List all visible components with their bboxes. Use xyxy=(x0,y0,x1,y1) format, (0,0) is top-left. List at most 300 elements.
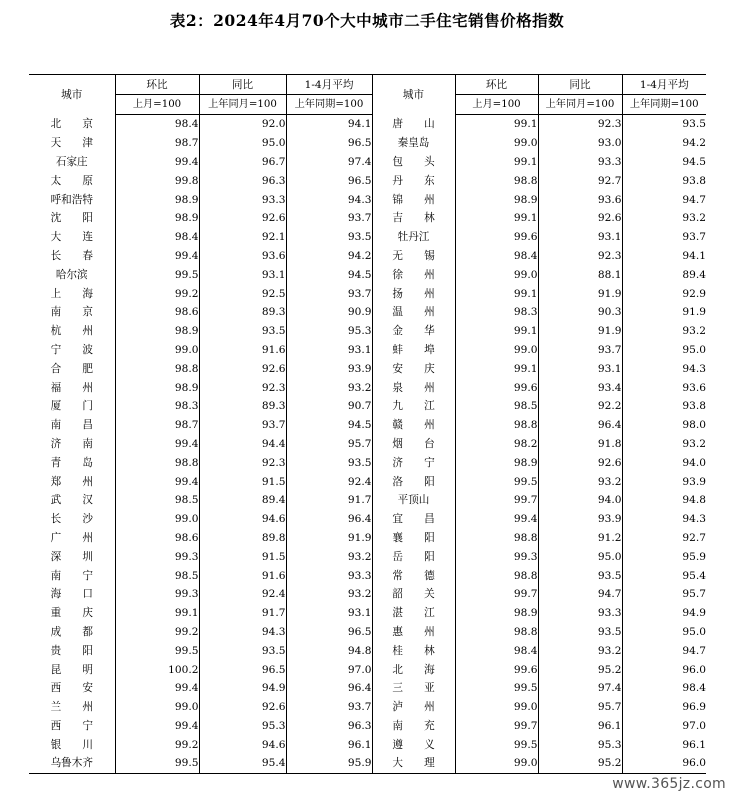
avg-value-left: 93.2 xyxy=(286,378,372,397)
city-name-right: 蚌 埠 xyxy=(372,341,455,360)
avg-value-left: 96.4 xyxy=(286,679,372,698)
city-name-right: 安 庆 xyxy=(372,359,455,378)
avg-value-right: 93.7 xyxy=(622,228,706,247)
mom-value-left: 99.4 xyxy=(115,679,199,698)
yoy-value-left: 95.3 xyxy=(199,717,286,736)
city-name-right: 平顶山 xyxy=(372,491,455,510)
table-row xyxy=(29,529,706,548)
avg-value-right: 94.9 xyxy=(622,604,706,623)
city-name-left: 南 京 xyxy=(50,306,93,319)
yoy-value-right: 96.4 xyxy=(538,416,622,435)
yoy-value-left: 92.3 xyxy=(199,378,286,397)
city-name-left: 西 宁 xyxy=(50,719,93,732)
city-name-right: 桂 林 xyxy=(372,641,455,660)
avg-value-right: 98.4 xyxy=(622,679,706,698)
city-name-left: 长 沙 xyxy=(50,513,93,526)
mom-value-right: 98.8 xyxy=(455,529,538,548)
yoy-value-left: 94.6 xyxy=(199,510,286,529)
avg-value-right: 92.7 xyxy=(622,529,706,548)
table-row xyxy=(29,303,706,322)
avg-value-left: 95.7 xyxy=(286,435,372,454)
avg-value-right: 93.9 xyxy=(622,472,706,491)
mom-value-right: 99.7 xyxy=(455,717,538,736)
yoy-value-right: 96.1 xyxy=(538,717,622,736)
table-row xyxy=(29,717,706,736)
avg-value-right: 93.2 xyxy=(622,322,706,341)
avg-value-left: 97.4 xyxy=(286,153,372,172)
table-row xyxy=(29,190,706,209)
city-name-left: 宁 波 xyxy=(50,343,93,356)
mom-value-left: 99.5 xyxy=(115,754,199,773)
yoy-value-left: 94.6 xyxy=(199,735,286,754)
avg-value-left: 93.1 xyxy=(286,341,372,360)
mom-value-right: 99.6 xyxy=(455,228,538,247)
yoy-value-right: 92.6 xyxy=(538,209,622,228)
avg-value-right: 95.9 xyxy=(622,547,706,566)
mom-value-left: 98.5 xyxy=(115,491,199,510)
mom-value-left: 99.4 xyxy=(115,435,199,454)
city-name-right: 无 锡 xyxy=(372,247,455,266)
city-name-right: 遵 义 xyxy=(372,735,455,754)
mom-value-right: 99.3 xyxy=(455,547,538,566)
city-name-right: 吉 林 xyxy=(372,209,455,228)
city-name-left: 上 海 xyxy=(50,287,93,300)
yoy-value-right: 93.3 xyxy=(538,153,622,172)
table-row xyxy=(29,284,706,303)
avg-value-left: 90.7 xyxy=(286,397,372,416)
city-name-right: 北 海 xyxy=(372,660,455,679)
mom-value-left: 99.5 xyxy=(115,641,199,660)
avg-value-right: 96.9 xyxy=(622,698,706,717)
yoy-value-left: 89.3 xyxy=(199,397,286,416)
yoy-value-left: 91.6 xyxy=(199,341,286,360)
mom-value-right: 98.5 xyxy=(455,397,538,416)
mom-value-left: 99.3 xyxy=(115,585,199,604)
mom-value-left: 99.4 xyxy=(115,472,199,491)
mom-value-left: 99.3 xyxy=(115,547,199,566)
yoy-value-right: 90.3 xyxy=(538,303,622,322)
yoy-value-right: 94.7 xyxy=(538,585,622,604)
yoy-value-left: 92.6 xyxy=(199,359,286,378)
yoy-value-left: 94.9 xyxy=(199,679,286,698)
city-name-left: 厦 门 xyxy=(50,400,93,413)
mom-value-right: 98.3 xyxy=(455,303,538,322)
yoy-value-right: 93.2 xyxy=(538,641,622,660)
table-row xyxy=(29,322,706,341)
mom-value-left: 99.2 xyxy=(115,284,199,303)
avg-value-left: 96.5 xyxy=(286,134,372,153)
yoy-value-left: 92.5 xyxy=(199,284,286,303)
table-row xyxy=(29,754,706,773)
mom-value-right: 99.0 xyxy=(455,754,538,773)
city-name-left: 成 都 xyxy=(50,625,93,638)
avg-value-right: 94.0 xyxy=(622,453,706,472)
avg-base-right: 上年同期=100 xyxy=(622,95,706,115)
mom-value-left: 98.7 xyxy=(115,416,199,435)
mom-value-left: 98.9 xyxy=(115,190,199,209)
yoy-base-right: 上年同月=100 xyxy=(538,95,622,115)
mom-value-left: 98.4 xyxy=(115,115,199,134)
city-name-left: 重 庆 xyxy=(50,607,93,620)
watermark: www.365jz.com xyxy=(612,776,726,792)
avg-value-left: 93.7 xyxy=(286,698,372,717)
avg-value-right: 93.8 xyxy=(622,171,706,190)
mom-value-left: 99.8 xyxy=(115,171,199,190)
city-name-right: 宜 昌 xyxy=(372,510,455,529)
avg-value-right: 94.3 xyxy=(622,510,706,529)
yoy-value-right: 95.2 xyxy=(538,660,622,679)
table-row xyxy=(29,453,706,472)
mom-value-right: 99.0 xyxy=(455,341,538,360)
yoy-value-right: 92.2 xyxy=(538,397,622,416)
yoy-base-left: 上年同月=100 xyxy=(199,95,286,115)
mom-value-left: 98.3 xyxy=(115,397,199,416)
yoy-value-left: 93.5 xyxy=(199,322,286,341)
city-name-right: 牡丹江 xyxy=(372,228,455,247)
city-name-left: 南 宁 xyxy=(50,569,93,582)
yoy-header-right: 同比 xyxy=(538,75,622,95)
yoy-value-left: 92.4 xyxy=(199,585,286,604)
table-row xyxy=(29,585,706,604)
city-name-right: 岳 阳 xyxy=(372,547,455,566)
yoy-value-left: 96.3 xyxy=(199,171,286,190)
avg-value-right: 97.0 xyxy=(622,717,706,736)
yoy-value-right: 93.7 xyxy=(538,341,622,360)
mom-base-right: 上月=100 xyxy=(455,95,538,115)
city-name-left: 兰 州 xyxy=(50,701,93,714)
yoy-value-right: 95.3 xyxy=(538,735,622,754)
table-title: 表2：2024年4月70个大中城市二手住宅销售价格指数 xyxy=(169,11,565,30)
yoy-value-right: 91.8 xyxy=(538,435,622,454)
avg-value-left: 94.5 xyxy=(286,416,372,435)
avg-value-left: 94.1 xyxy=(286,115,372,134)
yoy-value-left: 89.8 xyxy=(199,529,286,548)
mom-value-left: 99.0 xyxy=(115,510,199,529)
table-row xyxy=(29,735,706,754)
avg-value-left: 94.8 xyxy=(286,641,372,660)
city-name-left: 郑 州 xyxy=(50,475,93,488)
table-row xyxy=(29,623,706,642)
avg-base-left: 上年同期=100 xyxy=(286,95,372,115)
table-body xyxy=(29,115,706,774)
yoy-value-left: 92.0 xyxy=(199,115,286,134)
yoy-value-right: 92.3 xyxy=(538,247,622,266)
avg-value-right: 94.8 xyxy=(622,491,706,510)
yoy-value-right: 88.1 xyxy=(538,265,622,284)
table-row xyxy=(29,679,706,698)
avg-value-left: 94.5 xyxy=(286,265,372,284)
mom-value-left: 99.4 xyxy=(115,153,199,172)
city-name-left: 沈 阳 xyxy=(50,212,93,225)
mom-value-right: 99.4 xyxy=(455,510,538,529)
yoy-value-right: 95.0 xyxy=(538,547,622,566)
avg-value-left: 96.1 xyxy=(286,735,372,754)
yoy-value-left: 89.4 xyxy=(199,491,286,510)
city-name-right: 惠 州 xyxy=(372,623,455,642)
table-row xyxy=(29,134,706,153)
mom-value-left: 98.6 xyxy=(115,303,199,322)
mom-value-left: 99.0 xyxy=(115,698,199,717)
avg-value-right: 92.9 xyxy=(622,284,706,303)
yoy-value-right: 92.7 xyxy=(538,171,622,190)
city-name-left: 武 汉 xyxy=(50,494,93,507)
avg-value-left: 92.4 xyxy=(286,472,372,491)
city-header-right: 城市 xyxy=(372,75,455,115)
avg-value-left: 96.4 xyxy=(286,510,372,529)
avg-value-right: 96.1 xyxy=(622,735,706,754)
avg-value-right: 93.8 xyxy=(622,397,706,416)
mom-value-right: 98.9 xyxy=(455,453,538,472)
city-name-left: 西 安 xyxy=(50,682,93,695)
avg-value-left: 97.0 xyxy=(286,660,372,679)
mom-value-right: 99.6 xyxy=(455,660,538,679)
yoy-value-left: 93.3 xyxy=(199,190,286,209)
mom-value-right: 99.5 xyxy=(455,679,538,698)
mom-value-left: 99.4 xyxy=(115,717,199,736)
yoy-value-left: 94.4 xyxy=(199,435,286,454)
yoy-value-left: 89.3 xyxy=(199,303,286,322)
table-row xyxy=(29,341,706,360)
mom-value-right: 98.8 xyxy=(455,171,538,190)
mom-base-left: 上月=100 xyxy=(115,95,199,115)
table-row xyxy=(29,698,706,717)
yoy-value-left: 93.5 xyxy=(199,641,286,660)
yoy-value-left: 93.6 xyxy=(199,247,286,266)
city-name-right: 济 宁 xyxy=(372,453,455,472)
yoy-value-right: 93.5 xyxy=(538,566,622,585)
table-row xyxy=(29,247,706,266)
avg-value-right: 94.5 xyxy=(622,153,706,172)
city-name-left: 大 连 xyxy=(50,231,93,244)
avg-value-left: 90.9 xyxy=(286,303,372,322)
yoy-value-right: 93.2 xyxy=(538,472,622,491)
mom-value-right: 99.7 xyxy=(455,491,538,510)
city-name-left: 长 春 xyxy=(50,249,93,262)
city-name-right: 温 州 xyxy=(372,303,455,322)
table-row xyxy=(29,416,706,435)
city-name-left: 太 原 xyxy=(50,174,93,187)
yoy-value-right: 93.0 xyxy=(538,134,622,153)
avg-value-right: 94.7 xyxy=(622,190,706,209)
table-row xyxy=(29,604,706,623)
table-row xyxy=(29,547,706,566)
mom-value-left: 98.6 xyxy=(115,529,199,548)
yoy-value-right: 93.5 xyxy=(538,623,622,642)
yoy-value-left: 96.5 xyxy=(199,660,286,679)
mom-value-left: 98.9 xyxy=(115,378,199,397)
mom-value-right: 99.7 xyxy=(455,585,538,604)
mom-value-right: 98.8 xyxy=(455,566,538,585)
city-name-right: 包 头 xyxy=(372,153,455,172)
mom-value-right: 99.1 xyxy=(455,359,538,378)
table-row xyxy=(29,171,706,190)
yoy-header-left: 同比 xyxy=(199,75,286,95)
yoy-value-right: 93.1 xyxy=(538,359,622,378)
avg-value-left: 93.7 xyxy=(286,284,372,303)
mom-value-right: 99.0 xyxy=(455,265,538,284)
mom-value-right: 99.1 xyxy=(455,209,538,228)
yoy-value-right: 92.3 xyxy=(538,115,622,134)
yoy-value-right: 95.2 xyxy=(538,754,622,773)
city-name-right: 大 理 xyxy=(372,754,455,773)
yoy-value-left: 92.1 xyxy=(199,228,286,247)
mom-value-right: 99.0 xyxy=(455,698,538,717)
yoy-value-left: 91.6 xyxy=(199,566,286,585)
avg-value-right: 95.7 xyxy=(622,585,706,604)
avg-value-left: 93.5 xyxy=(286,228,372,247)
mom-value-right: 98.4 xyxy=(455,247,538,266)
table-row xyxy=(29,435,706,454)
avg-value-right: 95.4 xyxy=(622,566,706,585)
city-name-right: 烟 台 xyxy=(372,435,455,454)
avg-value-right: 94.1 xyxy=(622,247,706,266)
mom-value-right: 98.9 xyxy=(455,604,538,623)
city-name-right: 徐 州 xyxy=(372,265,455,284)
avg-value-right: 94.3 xyxy=(622,359,706,378)
avg-value-right: 89.4 xyxy=(622,265,706,284)
city-name-left: 济 南 xyxy=(50,437,93,450)
city-name-right: 泸 州 xyxy=(372,698,455,717)
mom-value-right: 99.1 xyxy=(455,322,538,341)
avg-value-left: 93.9 xyxy=(286,359,372,378)
table-row xyxy=(29,209,706,228)
avg-value-left: 95.3 xyxy=(286,322,372,341)
avg-value-right: 93.2 xyxy=(622,209,706,228)
mom-value-right: 99.1 xyxy=(455,153,538,172)
table-row xyxy=(29,660,706,679)
mom-value-right: 99.0 xyxy=(455,134,538,153)
mom-value-left: 100.2 xyxy=(115,660,199,679)
yoy-value-right: 95.7 xyxy=(538,698,622,717)
mom-value-left: 99.2 xyxy=(115,623,199,642)
table-row xyxy=(29,265,706,284)
yoy-value-left: 91.7 xyxy=(199,604,286,623)
table-row xyxy=(29,641,706,660)
mom-value-right: 99.5 xyxy=(455,472,538,491)
mom-value-left: 99.5 xyxy=(115,265,199,284)
yoy-value-right: 91.9 xyxy=(538,322,622,341)
city-name-left: 北 京 xyxy=(50,118,93,131)
mom-value-right: 98.9 xyxy=(455,190,538,209)
city-name-right: 赣 州 xyxy=(372,416,455,435)
mom-value-right: 99.6 xyxy=(455,378,538,397)
mom-value-left: 99.1 xyxy=(115,604,199,623)
table-row xyxy=(29,491,706,510)
mom-value-right: 99.1 xyxy=(455,115,538,134)
city-name-left: 贵 阳 xyxy=(50,644,93,657)
yoy-value-right: 93.6 xyxy=(538,190,622,209)
city-name-left: 石家庄 xyxy=(55,155,88,168)
mom-header-right: 环比 xyxy=(455,75,538,95)
mom-value-right: 98.8 xyxy=(455,416,538,435)
avg-value-left: 91.7 xyxy=(286,491,372,510)
yoy-value-right: 93.9 xyxy=(538,510,622,529)
price-index-table xyxy=(29,74,706,774)
avg-value-right: 91.9 xyxy=(622,303,706,322)
city-name-right: 湛 江 xyxy=(372,604,455,623)
yoy-value-left: 95.4 xyxy=(199,754,286,773)
city-name-right: 襄 阳 xyxy=(372,529,455,548)
table-row xyxy=(29,153,706,172)
yoy-value-left: 95.0 xyxy=(199,134,286,153)
mom-value-left: 98.5 xyxy=(115,566,199,585)
mom-value-left: 98.9 xyxy=(115,322,199,341)
yoy-value-right: 93.4 xyxy=(538,378,622,397)
avg-value-right: 93.6 xyxy=(622,378,706,397)
avg-value-left: 94.3 xyxy=(286,190,372,209)
city-name-left: 乌鲁木齐 xyxy=(29,754,115,773)
city-name-left: 广 州 xyxy=(50,531,93,544)
yoy-value-left: 93.7 xyxy=(199,416,286,435)
avg-value-left: 93.3 xyxy=(286,566,372,585)
table-row xyxy=(29,228,706,247)
mom-value-left: 98.8 xyxy=(115,359,199,378)
city-name-right: 九 江 xyxy=(372,397,455,416)
table-row xyxy=(29,378,706,397)
avg-value-left: 93.2 xyxy=(286,547,372,566)
city-name-right: 唐 山 xyxy=(372,115,455,134)
city-header-left: 城市 xyxy=(29,75,115,115)
city-name-right: 丹 东 xyxy=(372,171,455,190)
yoy-value-left: 92.6 xyxy=(199,209,286,228)
city-name-left: 杭 州 xyxy=(50,325,93,338)
yoy-value-left: 91.5 xyxy=(199,472,286,491)
mom-value-right: 98.4 xyxy=(455,641,538,660)
yoy-value-right: 93.1 xyxy=(538,228,622,247)
mom-value-left: 99.4 xyxy=(115,247,199,266)
city-name-left: 深 圳 xyxy=(50,550,93,563)
avg-value-left: 95.9 xyxy=(286,754,372,773)
mom-value-left: 98.4 xyxy=(115,228,199,247)
city-name-right: 泉 州 xyxy=(372,378,455,397)
avg-value-left: 91.9 xyxy=(286,529,372,548)
city-name-right: 金 华 xyxy=(372,322,455,341)
yoy-value-left: 92.6 xyxy=(199,698,286,717)
mom-value-left: 99.0 xyxy=(115,341,199,360)
avg-value-right: 94.7 xyxy=(622,641,706,660)
avg-value-right: 95.0 xyxy=(622,623,706,642)
table-row xyxy=(29,115,706,134)
avg-header-right: 1-4月平均 xyxy=(622,75,706,95)
mom-value-left: 99.2 xyxy=(115,735,199,754)
avg-header-left: 1-4月平均 xyxy=(286,75,372,95)
city-name-left: 南 昌 xyxy=(50,419,93,432)
avg-value-right: 94.2 xyxy=(622,134,706,153)
avg-value-right: 96.0 xyxy=(622,660,706,679)
city-name-left: 银 川 xyxy=(50,738,93,751)
city-name-right: 秦皇岛 xyxy=(372,134,455,153)
mom-value-right: 98.8 xyxy=(455,623,538,642)
yoy-value-left: 92.3 xyxy=(199,453,286,472)
yoy-value-right: 93.3 xyxy=(538,604,622,623)
city-name-right: 洛 阳 xyxy=(372,472,455,491)
mom-value-right: 98.2 xyxy=(455,435,538,454)
city-name-right: 常 德 xyxy=(372,566,455,585)
avg-value-right: 93.2 xyxy=(622,435,706,454)
table-row xyxy=(29,510,706,529)
avg-value-left: 93.1 xyxy=(286,604,372,623)
avg-value-right: 98.0 xyxy=(622,416,706,435)
avg-value-right: 96.0 xyxy=(622,754,706,773)
mom-header-left: 环比 xyxy=(115,75,199,95)
city-name-right: 扬 州 xyxy=(372,284,455,303)
avg-value-left: 94.2 xyxy=(286,247,372,266)
mom-value-left: 98.9 xyxy=(115,209,199,228)
city-name-right: 南 充 xyxy=(372,717,455,736)
city-name-left: 合 肥 xyxy=(50,362,93,375)
avg-value-left: 93.7 xyxy=(286,209,372,228)
table-row xyxy=(29,472,706,491)
